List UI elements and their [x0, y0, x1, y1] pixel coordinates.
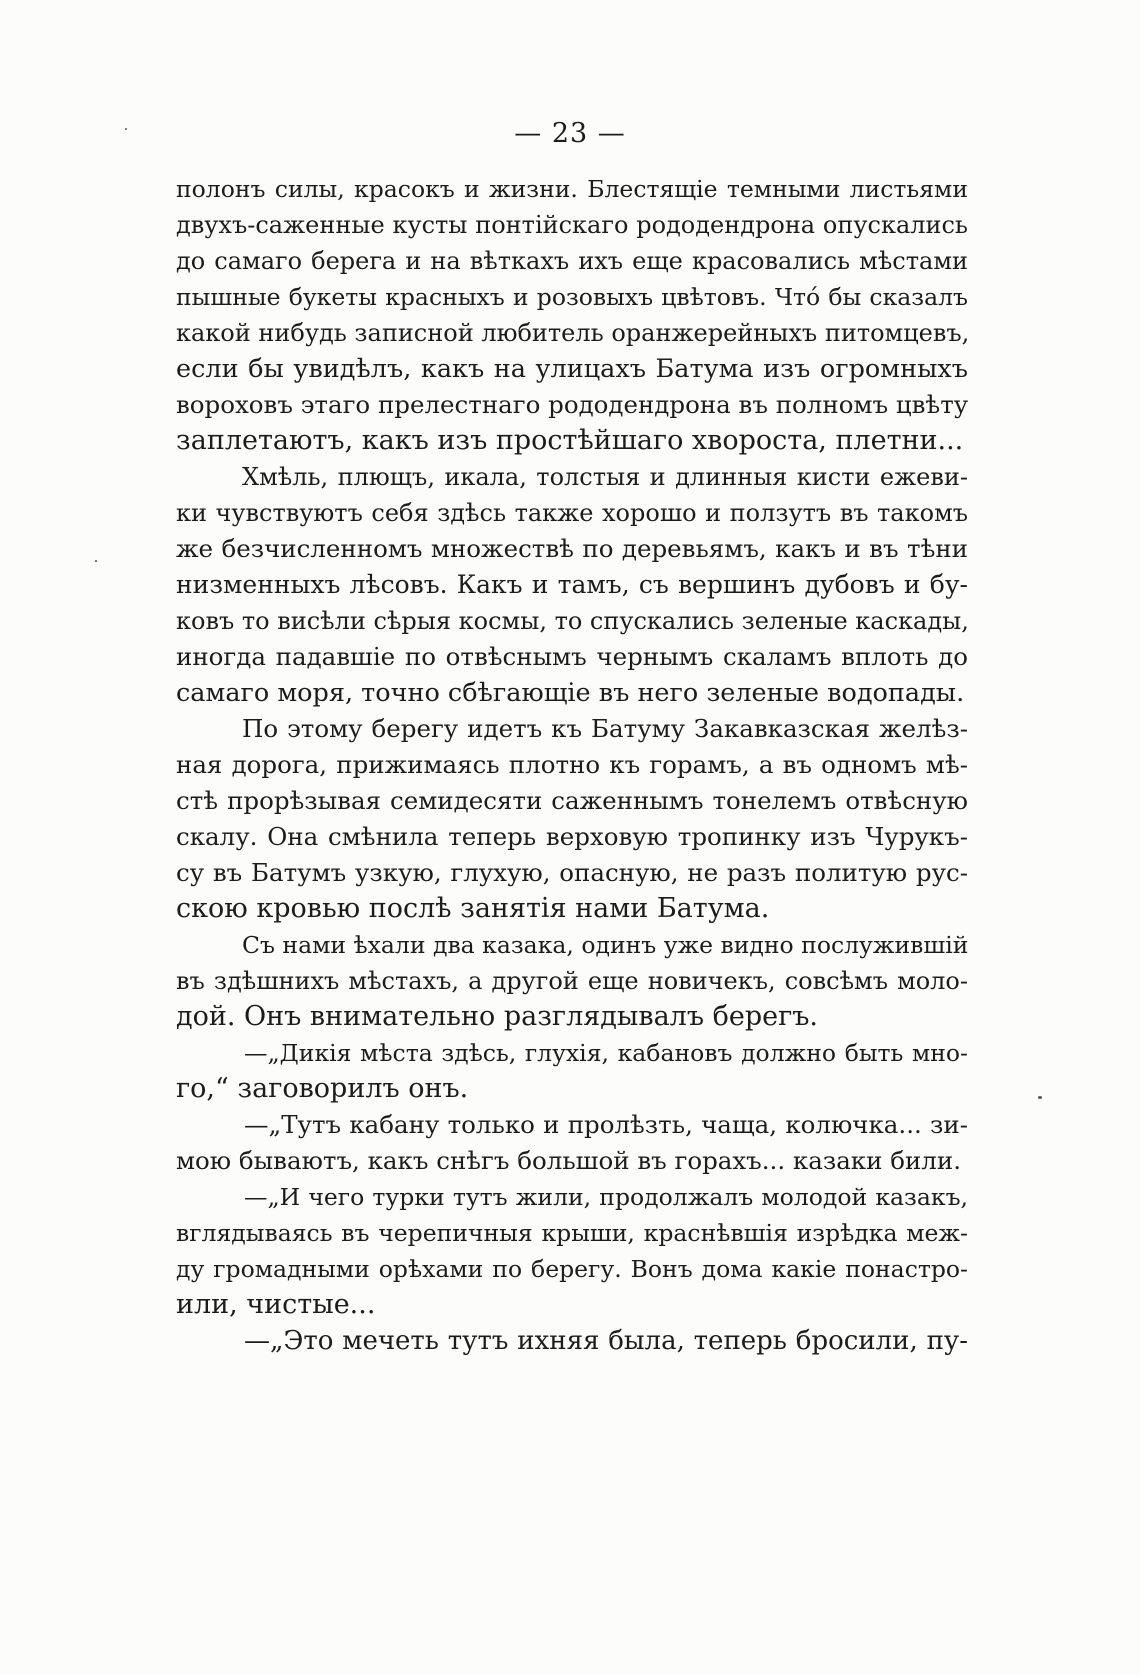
text-line: ная дорога, прижимаясь плотно къ горамъ, а въ одномъ мѣ- [176, 750, 968, 779]
text-line: ки чувствуютъ себя здѣсь также хорошо и ползутъ въ такомъ [176, 499, 968, 527]
text-line: дой. Онъ внимательно разглядывалъ берегъ. [176, 1001, 818, 1032]
text-line: Съ нами ѣхали два казака, одинъ уже видно послужившій [242, 931, 969, 959]
text-line: полонъ силы, красокъ и жизни. Блестящіе темными листьями [176, 175, 968, 203]
scan-speck [95, 560, 97, 562]
text-line: —„Тутъ кабану только и пролѣзть, чаща, колючка... зи- [244, 1110, 968, 1139]
text-line: су въ Батумъ узкую, глухую, опасную, не разъ политую рус- [176, 858, 968, 887]
text-line: двухъ-саженные кусты понтійскаго рододендрона опускались [176, 211, 968, 239]
text-line: до самаго берега и на вѣткахъ ихъ еще красовались мѣстами [176, 247, 968, 275]
text-line: или, чистые... [176, 1289, 376, 1320]
scan-speck [1038, 1096, 1042, 1099]
text-line: если бы увидѣлъ, какъ на улицахъ Батума изъ огромныхъ [176, 354, 968, 384]
text-line: вглядываясь въ черепичныя крыши, краснѣвшія изрѣдка меж- [176, 1219, 968, 1247]
text-line: низменныхъ лѣсовъ. Какъ и тамъ, съ вершинъ дубовъ и бу- [176, 570, 968, 599]
text-line: Хмѣль, плющъ, икала, толстыя и длинныя кисти ежеви- [242, 463, 968, 491]
text-line: го,“ заговорилъ онъ. [176, 1073, 469, 1104]
text-line: же безчисленномъ множествѣ по деревьямъ, какъ и въ тѣни [176, 534, 968, 563]
text-line: ковъ то висѣли сѣрыя космы, то спускались зеленые каскады, [176, 607, 969, 635]
text-line: иногда падавшіе по отвѣснымъ чернымъ скаламъ вплоть до [176, 642, 968, 671]
text-line: самаго моря, точно сбѣгающіе въ него зеленые водопады. [176, 678, 965, 708]
text-line: По этому берегу идетъ къ Батуму Закавказская желѣз- [242, 714, 968, 743]
text-line: заплетаютъ, какъ изъ простѣйшаго хвороста, плетни... [176, 425, 964, 456]
page-number: — 23 — [514, 118, 626, 149]
text-line: ду громадными орѣхами по берегу. Вонъ дома какіе понастро- [176, 1255, 968, 1283]
text-line: стѣ прорѣзывая семидесяти саженнымъ тонелемъ отвѣсную [176, 786, 968, 815]
text-line: —„Дикія мѣста здѣсь, глухія, кабановъ должно быть мно- [244, 1039, 968, 1067]
text-line: въ здѣшнихъ мѣстахъ, а другой еще новичекъ, совсѣмъ моло- [176, 967, 968, 995]
text-line: вороховъ этаго прелестнаго рододендрона въ полномъ цвѣту [176, 390, 969, 419]
scan-speck [125, 128, 127, 130]
text-line: скалу. Она смѣнила теперь верховую тропинку изъ Чурукъ- [176, 822, 968, 851]
text-line: какой нибудь записной любитель оранжерейныхъ питомцевъ, [176, 319, 970, 347]
text-line: скою кровью послѣ занятія нами Батума. [176, 893, 770, 924]
text-line: мою бываютъ, какъ снѣгъ большой въ горахъ... казаки били. [176, 1146, 961, 1175]
text-line: пышные букеты красныхъ и розовыхъ цвѣтовъ. Чтó бы сказалъ [176, 283, 968, 311]
text-line: —„Это мечеть тутъ ихняя была, теперь бросили, пу- [244, 1326, 968, 1356]
text-line: —„И чего турки тутъ жили, продолжалъ молодой казакъ, [244, 1183, 968, 1211]
